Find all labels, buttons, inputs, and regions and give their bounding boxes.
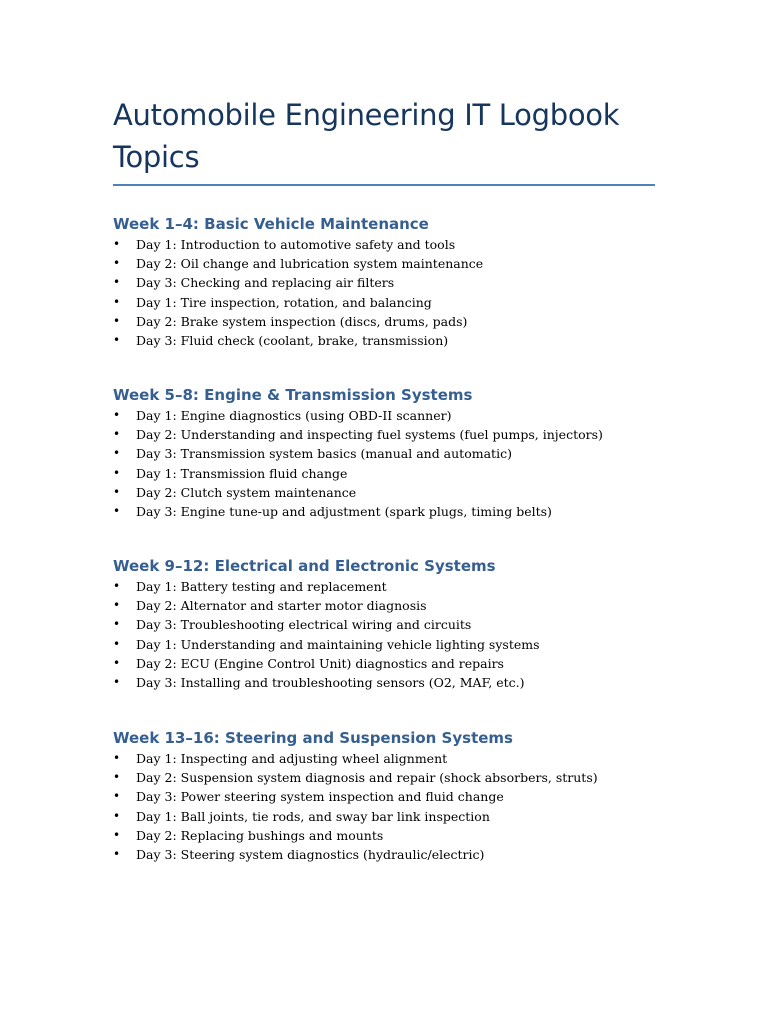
list-item (113, 235, 483, 254)
list-item (113, 406, 603, 425)
list-item (113, 464, 603, 483)
bullet-icon: • (113, 446, 121, 461)
topic-list (113, 749, 598, 864)
bullet-icon: • (113, 484, 121, 499)
bullet-icon: • (113, 770, 121, 785)
bullet-icon: • (113, 275, 121, 290)
list-item (113, 483, 603, 502)
list-item (113, 845, 598, 864)
topic-list (113, 577, 540, 692)
list-item-text: Day 3: Engine tune-up and adjustment (spark plugs, timing belts) (136, 503, 552, 519)
bullet-icon: • (113, 846, 121, 861)
list-item-text: Day 2: Replacing bushings and mounts (136, 827, 384, 843)
section-week-9-12 (113, 555, 540, 692)
bullet-icon: • (113, 636, 121, 651)
bullet-icon: • (113, 598, 121, 613)
list-item (113, 331, 483, 350)
topic-list (113, 406, 603, 521)
bullet-icon: • (113, 617, 121, 632)
list-item (113, 254, 483, 273)
list-item (113, 787, 598, 806)
list-item-text: Day 2: Understanding and inspecting fuel systems (fuel pumps, injectors) (136, 427, 603, 443)
list-item (113, 293, 483, 312)
list-item (113, 273, 483, 292)
list-item-text: Day 3: Power steering system inspection and fluid change (136, 789, 504, 805)
list-item (113, 577, 540, 596)
bullet-icon: • (113, 313, 121, 328)
section-heading: Week 1–4: Basic Vehicle Maintenance (113, 215, 429, 233)
list-item-text: Day 1: Ball joints, tie rods, and sway bar link inspection (136, 808, 490, 824)
list-item-text: Day 1: Introduction to automotive safety and tools (136, 237, 456, 252)
list-item (113, 807, 598, 826)
list-item (113, 768, 598, 787)
list-item-text: Day 2: Oil change and lubrication system maintenance (136, 256, 484, 272)
list-item-text: Day 3: Transmission system basics (manual and automatic) (136, 446, 512, 462)
bullet-icon: • (113, 751, 121, 765)
bullet-icon: • (113, 256, 121, 271)
bullet-icon: • (113, 579, 121, 593)
list-item (113, 502, 603, 521)
list-item-text: Day 1: Transmission fluid change (136, 465, 348, 481)
list-item-text: Day 3: Fluid check (coolant, brake, transmission) (136, 332, 449, 348)
list-item (113, 635, 540, 654)
section-heading: Week 5–8: Engine & Transmission Systems (113, 386, 473, 404)
list-item (113, 444, 603, 463)
bullet-icon: • (113, 503, 121, 518)
document-page (113, 94, 655, 862)
section-week-1-4 (113, 213, 483, 350)
list-item-text: Day 3: Installing and troubleshooting sensors (O2, MAF, etc.) (136, 674, 525, 690)
list-item-text: Day 3: Steering system diagnostics (hydraulic/electric) (136, 846, 485, 862)
list-item (113, 826, 598, 845)
list-item-text: Day 1: Battery testing and replacement (136, 579, 387, 594)
list-item-text: Day 3: Troubleshooting electrical wiring and circuits (136, 617, 472, 633)
list-item (113, 425, 603, 444)
section-week-13-16 (113, 727, 598, 864)
bullet-icon: • (113, 427, 121, 442)
bullet-icon: • (113, 465, 121, 480)
section-heading: Week 9–12: Electrical and Electronic Systems (113, 557, 496, 575)
bullet-icon: • (113, 655, 121, 670)
list-item-text: Day 3: Checking and replacing air filters (136, 275, 395, 291)
list-item (113, 615, 540, 634)
list-item-text: Day 2: Alternator and starter motor diagnosis (136, 598, 427, 614)
bullet-icon: • (113, 408, 121, 422)
section-heading: Week 13–16: Steering and Suspension Systems (113, 729, 513, 747)
page-title: Automobile Engineering IT Logbook Topics (113, 94, 655, 186)
list-item-text: Day 1: Tire inspection, rotation, and balancing (136, 294, 432, 310)
bullet-icon: • (113, 827, 121, 842)
list-item (113, 596, 540, 615)
list-item-text: Day 1: Inspecting and adjusting wheel alignment (136, 751, 448, 766)
bullet-icon: • (113, 808, 121, 823)
list-item-text: Day 2: Suspension system diagnosis and repair (shock absorbers, struts) (136, 770, 598, 786)
bullet-icon: • (113, 332, 121, 347)
list-item-text: Day 2: ECU (Engine Control Unit) diagnostics and repairs (136, 655, 504, 671)
list-item (113, 749, 598, 768)
topic-list (113, 235, 483, 350)
list-item-text: Day 1: Understanding and maintaining vehicle lighting systems (136, 636, 540, 652)
section-week-5-8 (113, 384, 603, 521)
list-item-text: Day 2: Brake system inspection (discs, drums, pads) (136, 313, 468, 329)
bullet-icon: • (113, 674, 121, 689)
bullet-icon: • (113, 294, 121, 309)
bullet-icon: • (113, 789, 121, 804)
list-item-text: Day 1: Engine diagnostics (using OBD-II scanner) (136, 408, 452, 423)
list-item (113, 654, 540, 673)
bullet-icon: • (113, 237, 121, 251)
list-item (113, 673, 540, 692)
list-item (113, 312, 483, 331)
list-item-text: Day 2: Clutch system maintenance (136, 484, 357, 500)
